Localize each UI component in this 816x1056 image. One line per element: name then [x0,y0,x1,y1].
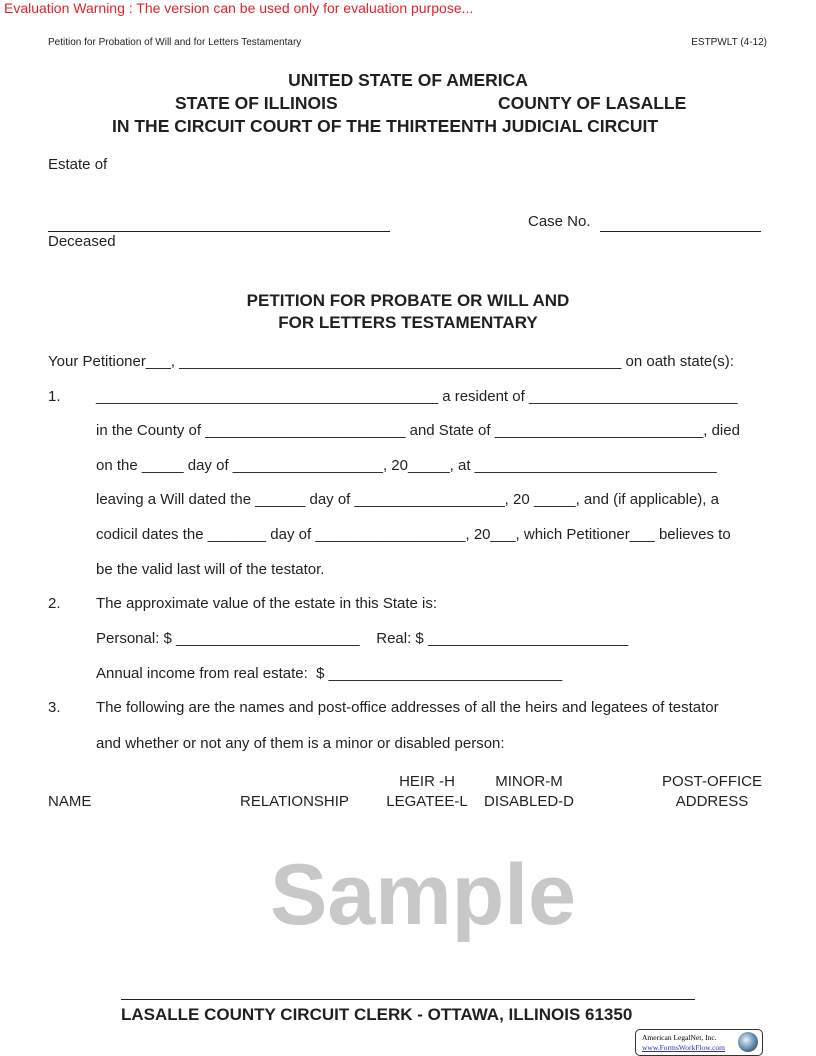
estate-value-text: The approximate value of the estate in this State is: [96,595,438,612]
column-address: ADDRESS [675,793,749,810]
item-2-number: 2. [48,595,61,612]
column-relationship: RELATIONSHIP [240,793,349,810]
resident-line[interactable]: _________________________________________ a resident of _________________________ [96,388,738,405]
item-1-number: 1. [48,388,61,405]
form-code: ESTPWLT (4-12) [691,37,767,48]
will-date-line[interactable]: leaving a Will dated the ______ day of __________________, 20 _____, and (if applicable), a [96,491,719,508]
footer-rule [121,999,695,1000]
footer-clerk: LASALLE COUNTY CIRCUIT CLERK - OTTAWA, ILLINOIS 61350 [121,1005,633,1024]
annual-income-line[interactable]: Annual income from real estate: $ ____________________________ [96,665,563,682]
column-legatee: LEGATEE-L [386,793,468,810]
case-no-field[interactable] [600,231,761,232]
codicil-date-line[interactable]: codicil dates the _______ day of __________________, 20___, which Petitioner___ believes to [96,526,731,543]
heirs-text-2: and whether or not any of them is a minor or disabled person: [96,735,505,752]
logo-name: American LegalNet, Inc. [642,1033,717,1042]
court-circuit: IN THE CIRCUIT COURT OF THE THIRTEENTH JUDICIAL CIRCUIT [112,116,659,136]
estate-of-label: Estate of [48,156,108,173]
globe-icon [738,1032,758,1052]
personal-real-value-line[interactable]: Personal: $ ______________________ Real: $ ________________________ [96,630,629,647]
petition-title-2: FOR LETTERS TESTAMENTARY [278,313,538,332]
deceased-label: Deceased [48,233,116,250]
item-3-number: 3. [48,699,61,716]
petition-title-1: PETITION FOR PROBATE OR WILL AND [246,291,570,310]
column-minor: MINOR-M [495,773,563,790]
court-state: STATE OF ILLINOIS [175,93,338,113]
logo-url[interactable]: www.FormsWorkFlow.com [642,1043,726,1052]
court-county: COUNTY OF LASALLE [498,93,687,113]
sample-watermark: Sample [270,847,576,943]
column-heir: HEIR -H [399,773,455,790]
column-name: NAME [48,793,92,810]
valid-will-text: be the valid last will of the testator. [96,561,325,578]
death-date-line[interactable]: on the _____ day of __________________, 20_____, at _____________________________ [96,457,717,474]
court-country: UNITED STATE OF AMERICA [288,70,528,90]
petitioner-line[interactable]: Your Petitioner___, _____________________________________________________ on oath state(s): [48,353,734,370]
county-state-line[interactable]: in the County of ________________________ and State of _________________________, died [96,422,740,439]
form-title-header: Petition for Probation of Will and for Letters Testamentary [48,37,302,48]
case-no-label: Case No. [528,213,591,230]
column-disabled: DISABLED-D [483,793,575,810]
legalnet-logo[interactable] [635,1029,763,1056]
decedent-name-field[interactable] [48,231,390,232]
column-post-office: POST-OFFICE [661,773,762,790]
evaluation-warning: Evaluation Warning : The version can be used only for evaluation purpose... [4,0,474,16]
heirs-text: The following are the names and post-office addresses of all the heirs and legatees of testator [96,699,719,716]
